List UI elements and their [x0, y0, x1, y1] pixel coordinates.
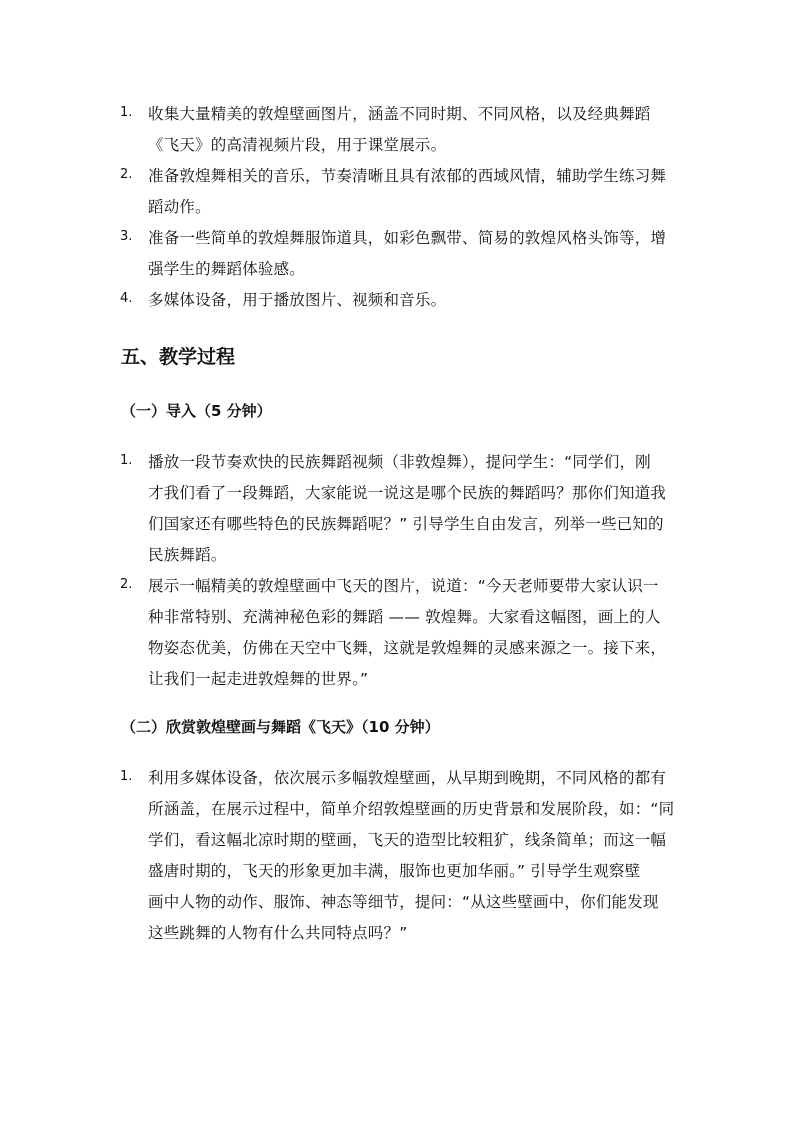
list-number: 2.: [120, 167, 133, 182]
text-line: 所涵盖，在展示过程中，简单介绍敦煌壁画的历史背景和发展阶段，如：“同: [148, 800, 675, 818]
section-heading: 五、教学过程: [121, 346, 236, 368]
text-line: 画中人物的动作、服饰、神态等细节，提问：“从这些壁画中，你们能发现: [148, 893, 659, 911]
text-line: 《飞天》的高清视频片段，用于课堂展示。: [148, 136, 447, 154]
text-line: 收集大量精美的敦煌壁画图片，涵盖不同时期、不同风格，以及经典舞蹈: [148, 105, 651, 123]
text-line: 展示一幅精美的敦煌壁画中飞天的图片，说道：“今天老师要带大家认识一: [148, 577, 659, 595]
text-line: 播放一段节奏欢快的民族舞蹈视频（非敦煌舞），提问学生：“同学们，刚: [148, 453, 651, 471]
list-number: 4.: [120, 291, 133, 306]
text-line: 种非常特别、充满神秘色彩的舞蹈 —— 敦煌舞。大家看这幅图，画上的人: [148, 608, 661, 626]
text-line: 让我们一起走进敦煌舞的世界。”: [148, 670, 369, 688]
text-line: 准备敦煌舞相关的音乐，节奏清晰且具有浓郁的西域风情，辅助学生练习舞: [148, 167, 667, 185]
list-number: 1.: [120, 769, 133, 784]
list-number: 1.: [120, 453, 133, 468]
text-line: 准备一些简单的敦煌舞服饰道具，如彩色飘带、简易的敦煌风格头饰等，增: [148, 229, 667, 247]
text-line: 学们，看这幅北凉时期的壁画，飞天的造型比较粗犷，线条简单；而这一幅: [148, 831, 667, 849]
list-number: 1.: [120, 105, 133, 120]
text-line: 才我们看了一段舞蹈，大家能说一说这是哪个民族的舞蹈吗？那你们知道我: [148, 484, 667, 502]
text-line: 物姿态优美，仿佛在天空中飞舞，这就是敦煌舞的灵感来源之一。接下来，: [148, 639, 667, 657]
subsection-heading: （一）导入（5 分钟）: [121, 402, 272, 420]
text-line: 们国家还有哪些特色的民族舞蹈呢？” 引导学生自由发言，列举一些已知的: [148, 515, 664, 533]
subsection-heading: （二）欣赏敦煌壁画与舞蹈《飞天》（10 分钟）: [121, 718, 440, 736]
text-line: 蹈动作。: [148, 198, 211, 216]
text-line: 多媒体设备，用于播放图片、视频和音乐。: [148, 291, 447, 309]
text-line: 利用多媒体设备，依次展示多幅敦煌壁画，从早期到晚期，不同风格的都有: [148, 769, 667, 787]
list-number: 2.: [120, 577, 133, 592]
list-number: 3.: [120, 229, 133, 244]
text-line: 这些跳舞的人物有什么共同特点吗？”: [148, 924, 408, 942]
text-line: 强学生的舞蹈体验感。: [148, 260, 306, 278]
text-line: 盛唐时期的，飞天的形象更加丰满，服饰也更加华丽。” 引导学生观察壁: [148, 862, 641, 880]
text-line: 民族舞蹈。: [148, 546, 227, 564]
